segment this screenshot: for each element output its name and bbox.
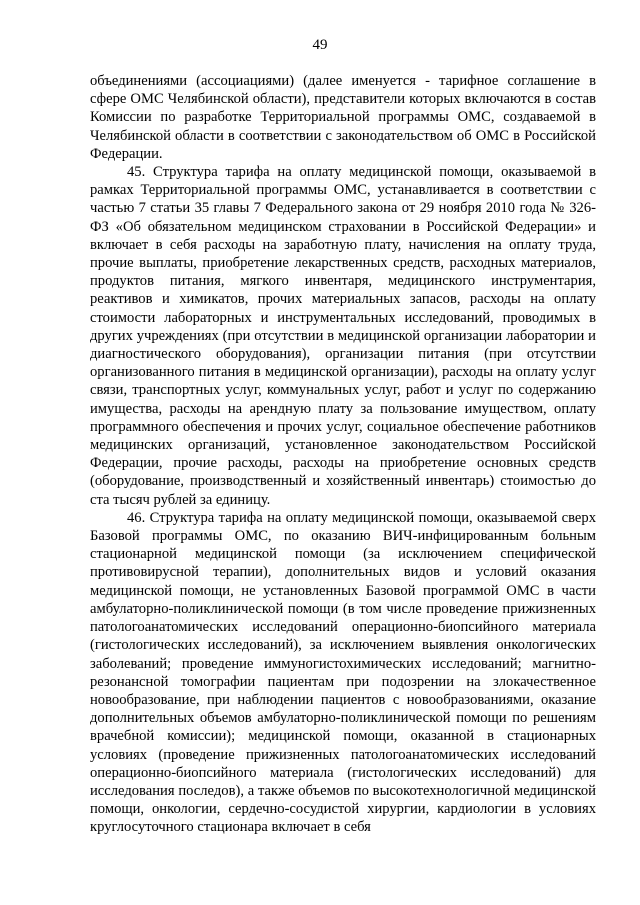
paragraph-45: 45. Структура тарифа на оплату медицинской помощи, оказываемой в рамках Территориальной программы ОМС, устанавливается в соответствии с частью 7 статьи 35 главы 7 Федерального закона от 29 ноября 2010 года № 326-ФЗ «Об обязательном медицинском страховании в Российской Федерации» и включает в себя расходы на заработную плату, начисления на оплату труда, прочие выплаты, приобретение лекарственных средств, расходных материалов, продуктов питания, мягкого инвентаря, медицинского инструментария, реактивов и химикатов, прочих материальных запасов, расходы на оплату стоимости лабораторных и инструментальных исследований, проводимых в других учреждениях (при отсутствии в медицинской организации лаборатории и диагностического оборудования), организации питания (при отсутствии организованного питания в медицинской организации), расходы на оплату услуг связи, транспортных услуг, коммунальных услуг, работ и услуг по содержанию имущества, расходы на арендную плату за пользование имуществом, оплату программного обеспечения и прочих услуг, социальное обеспечение работников медицинских организаций, установленное законодательством Российской Федерации, прочие расходы, расходы на приобретение основных средств (оборудование, производственный и хозяйственный инвентарь) стоимостью до ста тысяч рублей за единицу.: [90, 164, 596, 508]
page-number: 49: [312, 37, 328, 53]
paragraph-46: 46. Структура тарифа на оплату медицинской помощи, оказываемой сверх Базовой программы ОМС, по оказанию ВИЧ-инфицированным больным стационарной медицинской помощи (за исключением специфической противовирусной терапии), дополнительных видов и условий оказания медицинской помощи, не установленных Базовой программой ОМС в части амбулаторно-поликлинической помощи (в том числе проведение прижизненных патологоанатомических исследований операционно-биопсийного материала (гистологических исследований), за исключением выявления онкологических заболеваний; проведение иммуногистохимических исследований; магнитно-резонансной томографии пациентам при подозрении на злокачественное новообразование, при наблюдении пациентов с новообразованиями, оказание дополнительных объемов амбулаторно-поликлинической помощи по решениям врачебной комиссии); медицинской помощи, оказанной в стационарных условиях (проведение прижизненных патологоанатомических исследований операционно-биопсийного материала (гистологических исследований) для исследования последов), а также объемов по высокотехнологичной медицинской помощи, онкологии, сердечно-сосудистой хирургии, кардиологии в условиях круглосуточного стационара включает в себя: [90, 509, 596, 836]
body-text: [90, 72, 596, 837]
paragraph-continuation: объединениями (ассоциациями) (далее именуется - тарифное соглашение в сфере ОМС Челябинской области), представители которых включаются в состав Комиссии по разработке Территориальной программы ОМС, создаваемой в Челябинской области в соответствии с законодательством об ОМС в Российской Федерации.: [90, 73, 596, 162]
